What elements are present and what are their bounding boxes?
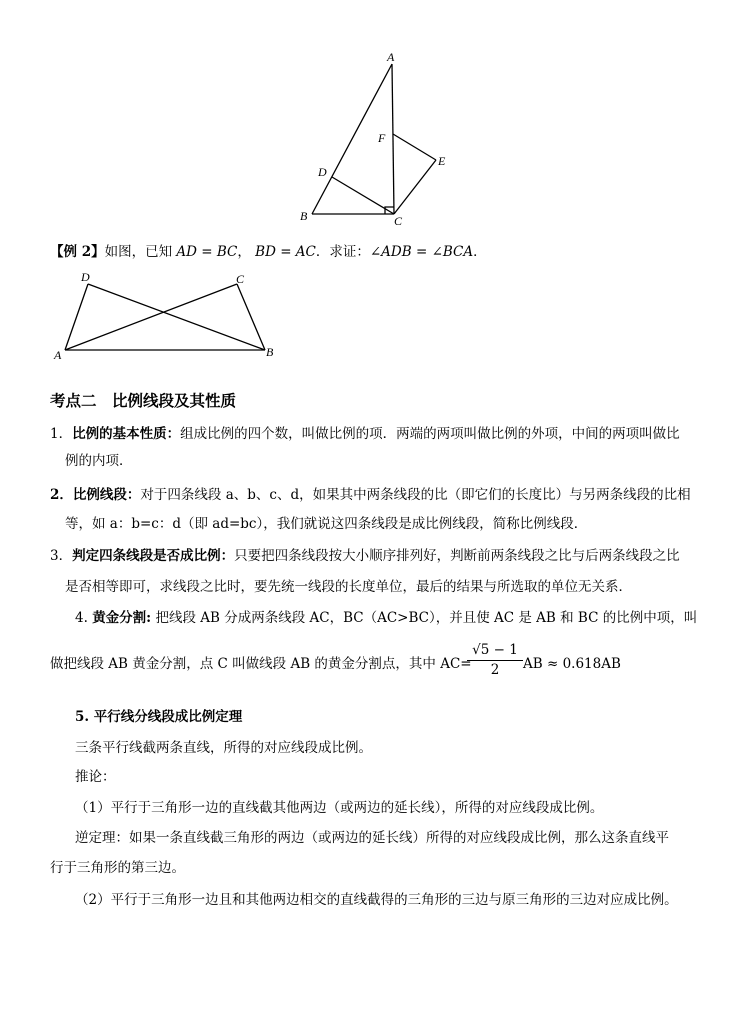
label-b: B	[266, 345, 274, 359]
fraction-numerator: √5 − 1	[467, 641, 523, 661]
item-5-corollary-2: （2）平行于三角形一边且和其他两边相交的直线截得的三角形的三边与原三角形的三边对应成比例。	[75, 892, 678, 908]
label-c: C	[394, 214, 403, 228]
item-5-converse-line-2: 行于三角形的第三边。	[50, 860, 185, 876]
item-3-heading: 判定四条线段是否成比例：	[72, 548, 235, 564]
segment-ad	[65, 284, 88, 350]
item-2-line-1	[50, 486, 691, 504]
item-1-number: 1．	[50, 426, 73, 442]
label-a: A	[387, 50, 395, 64]
section-title: 考点二 比例线段及其性质	[50, 391, 237, 410]
label-d: D	[81, 270, 90, 284]
segment-fe	[393, 134, 436, 160]
figure-1	[290, 50, 460, 230]
label-f: F	[378, 131, 386, 145]
item-4-number: 4.	[75, 610, 88, 626]
item-4-text: 把线段 AB 分成两条线段 AC，BC（AC>BC），并且使 AC 是 AB 和 BC 的比例中项，叫	[155, 610, 698, 626]
item-5-paragraph-1: 三条平行线截两条直线，所得的对应线段成比例。	[75, 740, 372, 756]
item-5-corollary-label: 推论：	[75, 769, 116, 785]
item-1-line-2: 例的内项．	[65, 453, 133, 469]
item-2-heading: 比例线段：	[72, 487, 141, 503]
item-2-text: 对于四条线段 a、b、c、d，如果其中两条线段的比（即它们的长度比）与另两条线段的比相	[140, 487, 691, 503]
item-4-line-2: 做把线段 AB 黄金分割，点 C 叫做线段 AB 的黄金分割点，其中 AC=	[50, 656, 472, 672]
item-1-heading: 比例的基本性质：	[72, 426, 181, 442]
item-3-text: 只要把四条线段按大小顺序排列好，判断前两条线段之比与后两条线段之比	[234, 548, 680, 564]
item-5-converse-line-1: 逆定理：如果一条直线截三角形的两边（或两边的延长线）所得的对应线段成比例，那么这条直线平	[75, 830, 669, 846]
segment-ec	[394, 160, 436, 214]
example-2-statement	[50, 243, 487, 261]
label-c: C	[236, 272, 245, 286]
condition-1: AD = BC	[176, 244, 238, 260]
label-d: D	[318, 165, 327, 179]
item-5-corollary-1: （1）平行于三角形一边的直线截其他两边（或两边的延长线），所得的对应线段成比例。	[75, 800, 604, 816]
item-4-heading: 黄金分割:	[92, 610, 152, 626]
segment-ac	[65, 284, 237, 350]
example-2-text: 如图，已知	[104, 244, 173, 260]
figure-2	[50, 270, 290, 362]
segment-bc	[237, 284, 265, 350]
label-b: B	[300, 209, 308, 223]
item-1-line-1	[50, 425, 680, 443]
label-e: E	[438, 154, 446, 168]
item-3-number: 3．	[50, 548, 73, 564]
item-3-line-1	[50, 547, 680, 565]
prove-text: ．求证：	[315, 244, 370, 260]
item-5-title: 5. 平行线分线段成比例定理	[75, 709, 243, 725]
item-4-line-1	[75, 609, 697, 627]
label-a: A	[54, 348, 62, 362]
separator: ，	[237, 244, 251, 260]
item-4-result: AB ≈ 0.618AB	[523, 656, 621, 672]
item-3-line-2: 是否相等即可，求线段之比时，要先统一线段的长度单位，最后的结果与所选取的单位无关系．	[65, 579, 632, 595]
item-2-line-2: 等，如 a：b=c：d（即 ad=bc），我们就说这四条线段是成比例线段，简称比例线段．	[65, 516, 588, 532]
fraction-denominator: 2	[490, 662, 500, 678]
condition-2: BD = AC	[255, 244, 316, 260]
end-mark: ．	[473, 244, 487, 260]
segment-ac	[392, 64, 394, 214]
golden-ratio-fraction	[467, 641, 523, 679]
segment-bd	[88, 284, 265, 350]
item-1-text: 组成比例的四个数，叫做比例的项．两端的两项叫做比例的外项，中间的两项叫做比	[180, 426, 680, 442]
item-2-number: 2．	[50, 487, 73, 503]
goal: ∠ADB = ∠BCA	[369, 244, 474, 260]
example-2-label: 【例 2】	[50, 244, 105, 260]
